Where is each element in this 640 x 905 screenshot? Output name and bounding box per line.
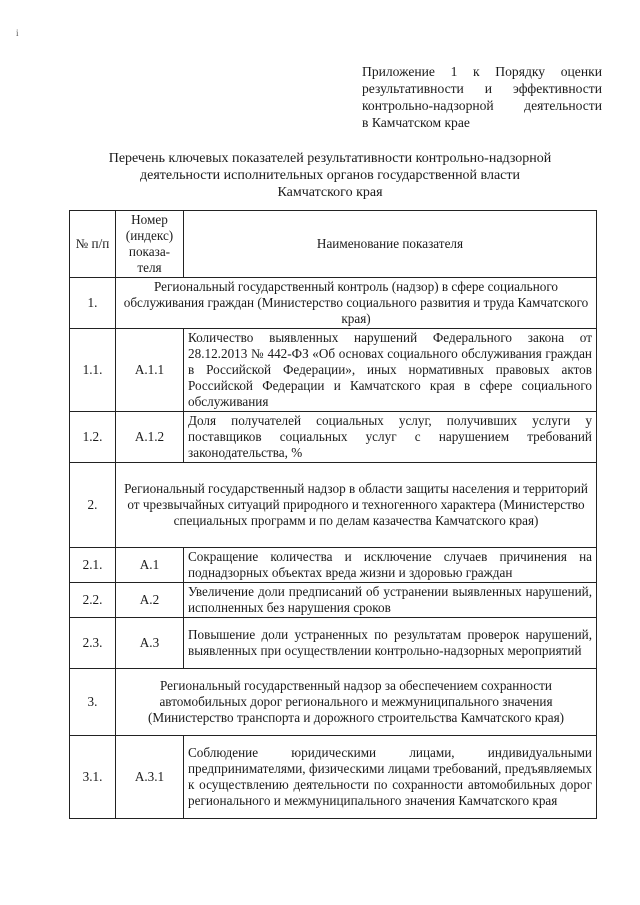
section-row — [70, 669, 597, 736]
row-num: 2.1. — [70, 548, 116, 583]
title-line: Перечень ключевых показателей результативности контрольно-надзорной — [108, 151, 552, 166]
section-row — [70, 278, 597, 329]
appendix-note — [362, 63, 602, 131]
section-title: Региональный государственный надзор в области защиты населения и территорий от чрезвычайных ситуаций природного и техногенного характера (Министерство специальных программ и по делам казачества Камчатского края) — [116, 463, 597, 548]
title-line: Камчатского края — [277, 185, 383, 200]
table-row — [70, 736, 597, 819]
table-row — [70, 548, 597, 583]
row-num: 1.1. — [70, 329, 116, 412]
header-name: Наименование показателя — [184, 211, 597, 278]
row-index: А.1 — [116, 548, 184, 583]
row-num: 3. — [70, 669, 116, 736]
appendix-line: контрольно-надзорной деятельности — [362, 98, 602, 113]
title-line: деятельности исполнительных органов государственной власти — [139, 168, 521, 183]
row-num: 3.1. — [70, 736, 116, 819]
appendix-line: результативности и эффективности — [362, 81, 602, 96]
table-header-row — [70, 211, 597, 278]
header-num: № п/п — [70, 211, 116, 278]
row-index: А.3.1 — [116, 736, 184, 819]
table-row — [70, 329, 597, 412]
row-num: 1.2. — [70, 412, 116, 463]
row-index: А.3 — [116, 618, 184, 669]
row-name: Увеличение доли предписаний об устранении выявленных нарушений, исполненных без нарушения сроков — [184, 583, 597, 618]
section-row — [70, 463, 597, 548]
row-index: А.1.1 — [116, 329, 184, 412]
table-row — [70, 412, 597, 463]
header-index: Номер (индекс) показа-теля — [116, 211, 184, 278]
row-num: 1. — [70, 278, 116, 329]
indicators-table — [69, 210, 597, 819]
row-name: Соблюдение юридическими лицами, индивидуальными предпринимателями, физическими лицами требований, предъявляемых к осуществлению деятельности по сохранности автомобильных дорог регионального и межмуниципального значения Камчатского края — [184, 736, 597, 819]
row-index: А.2 — [116, 583, 184, 618]
appendix-line: в Камчатском крае — [362, 115, 470, 130]
table-row — [70, 583, 597, 618]
corner-mark: i — [16, 28, 19, 38]
appendix-line: Приложение 1 к Порядку оценки — [362, 64, 602, 79]
row-num: 2.2. — [70, 583, 116, 618]
table-row — [70, 618, 597, 669]
document-title — [60, 150, 600, 201]
row-name: Сокращение количества и исключение случаев причинения на поднадзорных объектах вреда жизни и здоровью граждан — [184, 548, 597, 583]
row-num: 2.3. — [70, 618, 116, 669]
section-title: Региональный государственный надзор за обеспечением сохранности автомобильных дорог регионального и межмуниципального значения (Министерство транспорта и дорожного строительства Камчатского края) — [116, 669, 597, 736]
section-title: Региональный государственный контроль (надзор) в сфере социального обслуживания граждан (Министерство социального развития и труда Камчатского края) — [116, 278, 597, 329]
row-name: Доля получателей социальных услуг, получивших услуги у поставщиков социальных услуг с нарушением требований законодательства, % — [184, 412, 597, 463]
row-name: Количество выявленных нарушений Федерального закона от 28.12.2013 № 442-ФЗ «Об основах социального обслуживания граждан в Российской Федерации», иных нормативных правовых актов Российской Федерации и Камчатского края в сфере социального обслуживания — [184, 329, 597, 412]
row-num: 2. — [70, 463, 116, 548]
row-index: А.1.2 — [116, 412, 184, 463]
row-name: Повышение доли устраненных по результатам проверок нарушений, выявленных при осуществлении контрольно-надзорных мероприятий — [184, 618, 597, 669]
